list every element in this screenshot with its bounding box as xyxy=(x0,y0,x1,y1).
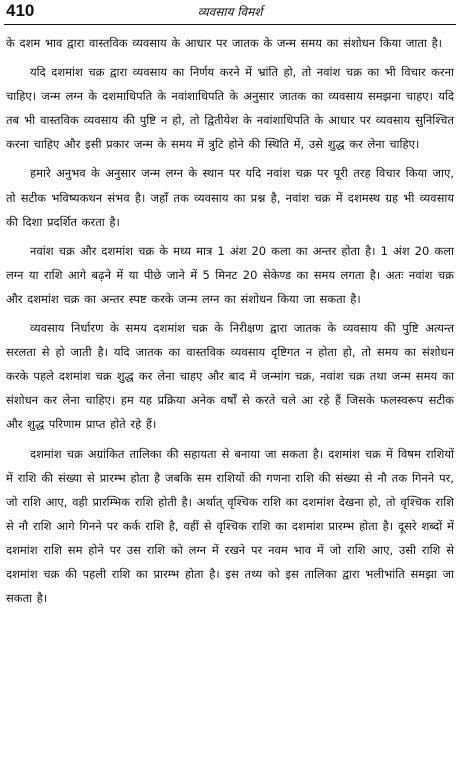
paragraph: यदि दशमांश चक्र द्वारा व्यवसाय का निर्णय करने में भ्रांति हो, तो नवांश चक्र का भी विचार करना चाहिए। जन्म लग्न के दशमाधिपति के नवांशाधिपति के अनुसार जातक का व्यवसाय समझना चाहए। यदि तब भी वास्तविक व्यवसाय की पुष्टि न हो, तो द्वितीयेश के नवांशाधिपति के आधार पर व्यवसाय सुनिश्चित करना चाहिए और इसी प्रकार जन्म के समय में त्रुटि होने की स्थिति में, उसे शुद्ध कर लेना चाहिए। xyxy=(6,65,454,152)
running-title: व्यवसाय विमर्श xyxy=(197,5,263,19)
paragraph: दशमांश चक्र अग्रांकित तालिका की सहायता से बनाया जा सकता है। दशमांश चक्र में विषम राशियों में राशि की संख्या से प्रारम्भ होता है जबकि सम राशियों की गणना राशि की संख्या से नौ तक गिनने पर, जो राशि आए, वही प्रारम्भिक राशि होती है। अर्थात् वृश्चिक राशि का दशमांश देखना हो, तो वृश्चिक राशि से नौ राशि आगे गिनने पर कर्क राशि है, वहीं से वृश्चिक राशि का दशमांश प्रारम्भ होता है। दूसरे शब्दों में दशमांश राशि सम होने पर उस राशि को लग्न में रखने पर नवम भाव में जो राशि आए, उसी राशि से दशमांश चक्र की पहली राशि का प्रारम्भ होता है। इस तथ्य को इस तालिका द्वारा भलीभांति समझा जा सकता है। xyxy=(6,446,454,606)
page-number: 410 xyxy=(6,1,35,20)
page-header xyxy=(4,0,456,25)
paragraph: नवांश चक्र और दशमांश चक्र के मध्य मात्र 1 अंश 20 कला का अन्तर होता है। 1 अंश 20 कला लग्न या राशि आगे बढ़ने में या पीछे जाने में 5 मिनट 20 सेकेण्ड का समय लगता है। अतः नवांश चक्र और दशमांश चक्र का अन्तर स्पष्ट करके जन्म लग्न का संशोधन किया जा सकता है। xyxy=(6,243,454,306)
body-text xyxy=(6,25,454,610)
paragraph: व्यवसाय निर्धारण के समय दशमांश चक्र के निरीक्षण द्वारा जातक के व्यवसाय की पुष्टि अत्यन्त सरलता से हो जाती है। यदि जातक का वास्तविक व्यवसाय दृष्टिगत न होता हो, तो समय का संशोधन करके पहले दशमांश चक्र शुद्ध कर लेना चाहए और बाद में जन्मांग चक्र, नवांश चक्र तथा जन्म समय का संशोधन कर लेना चाहिए। हम यह प्रक्रिया अनेक वर्षों से करते चले आ रहे हैं जिसके फलस्वरूप सटीक और शुद्ध परिणाम प्राप्त होते रहे हैं। xyxy=(6,321,454,432)
paragraph: हमारे अनुभव के अनुसार जन्म लग्न के स्थान पर यदि नवांश चक्र पर पूरी तरह विचार किया जाए, तो सटीक भविष्यकथन संभव है। जहाँ तक व्यवसाय का प्रश्न है, नवांश चक्र में दशमस्थ ग्रह भी व्यवसाय की दिशा प्रदर्शित करता है। xyxy=(6,166,454,229)
paragraph: के दशम भाव द्वारा वास्तविक व्यवसाय के आधार पर जातक के जन्म समय का संशोधन किया जाता है। xyxy=(6,36,443,50)
